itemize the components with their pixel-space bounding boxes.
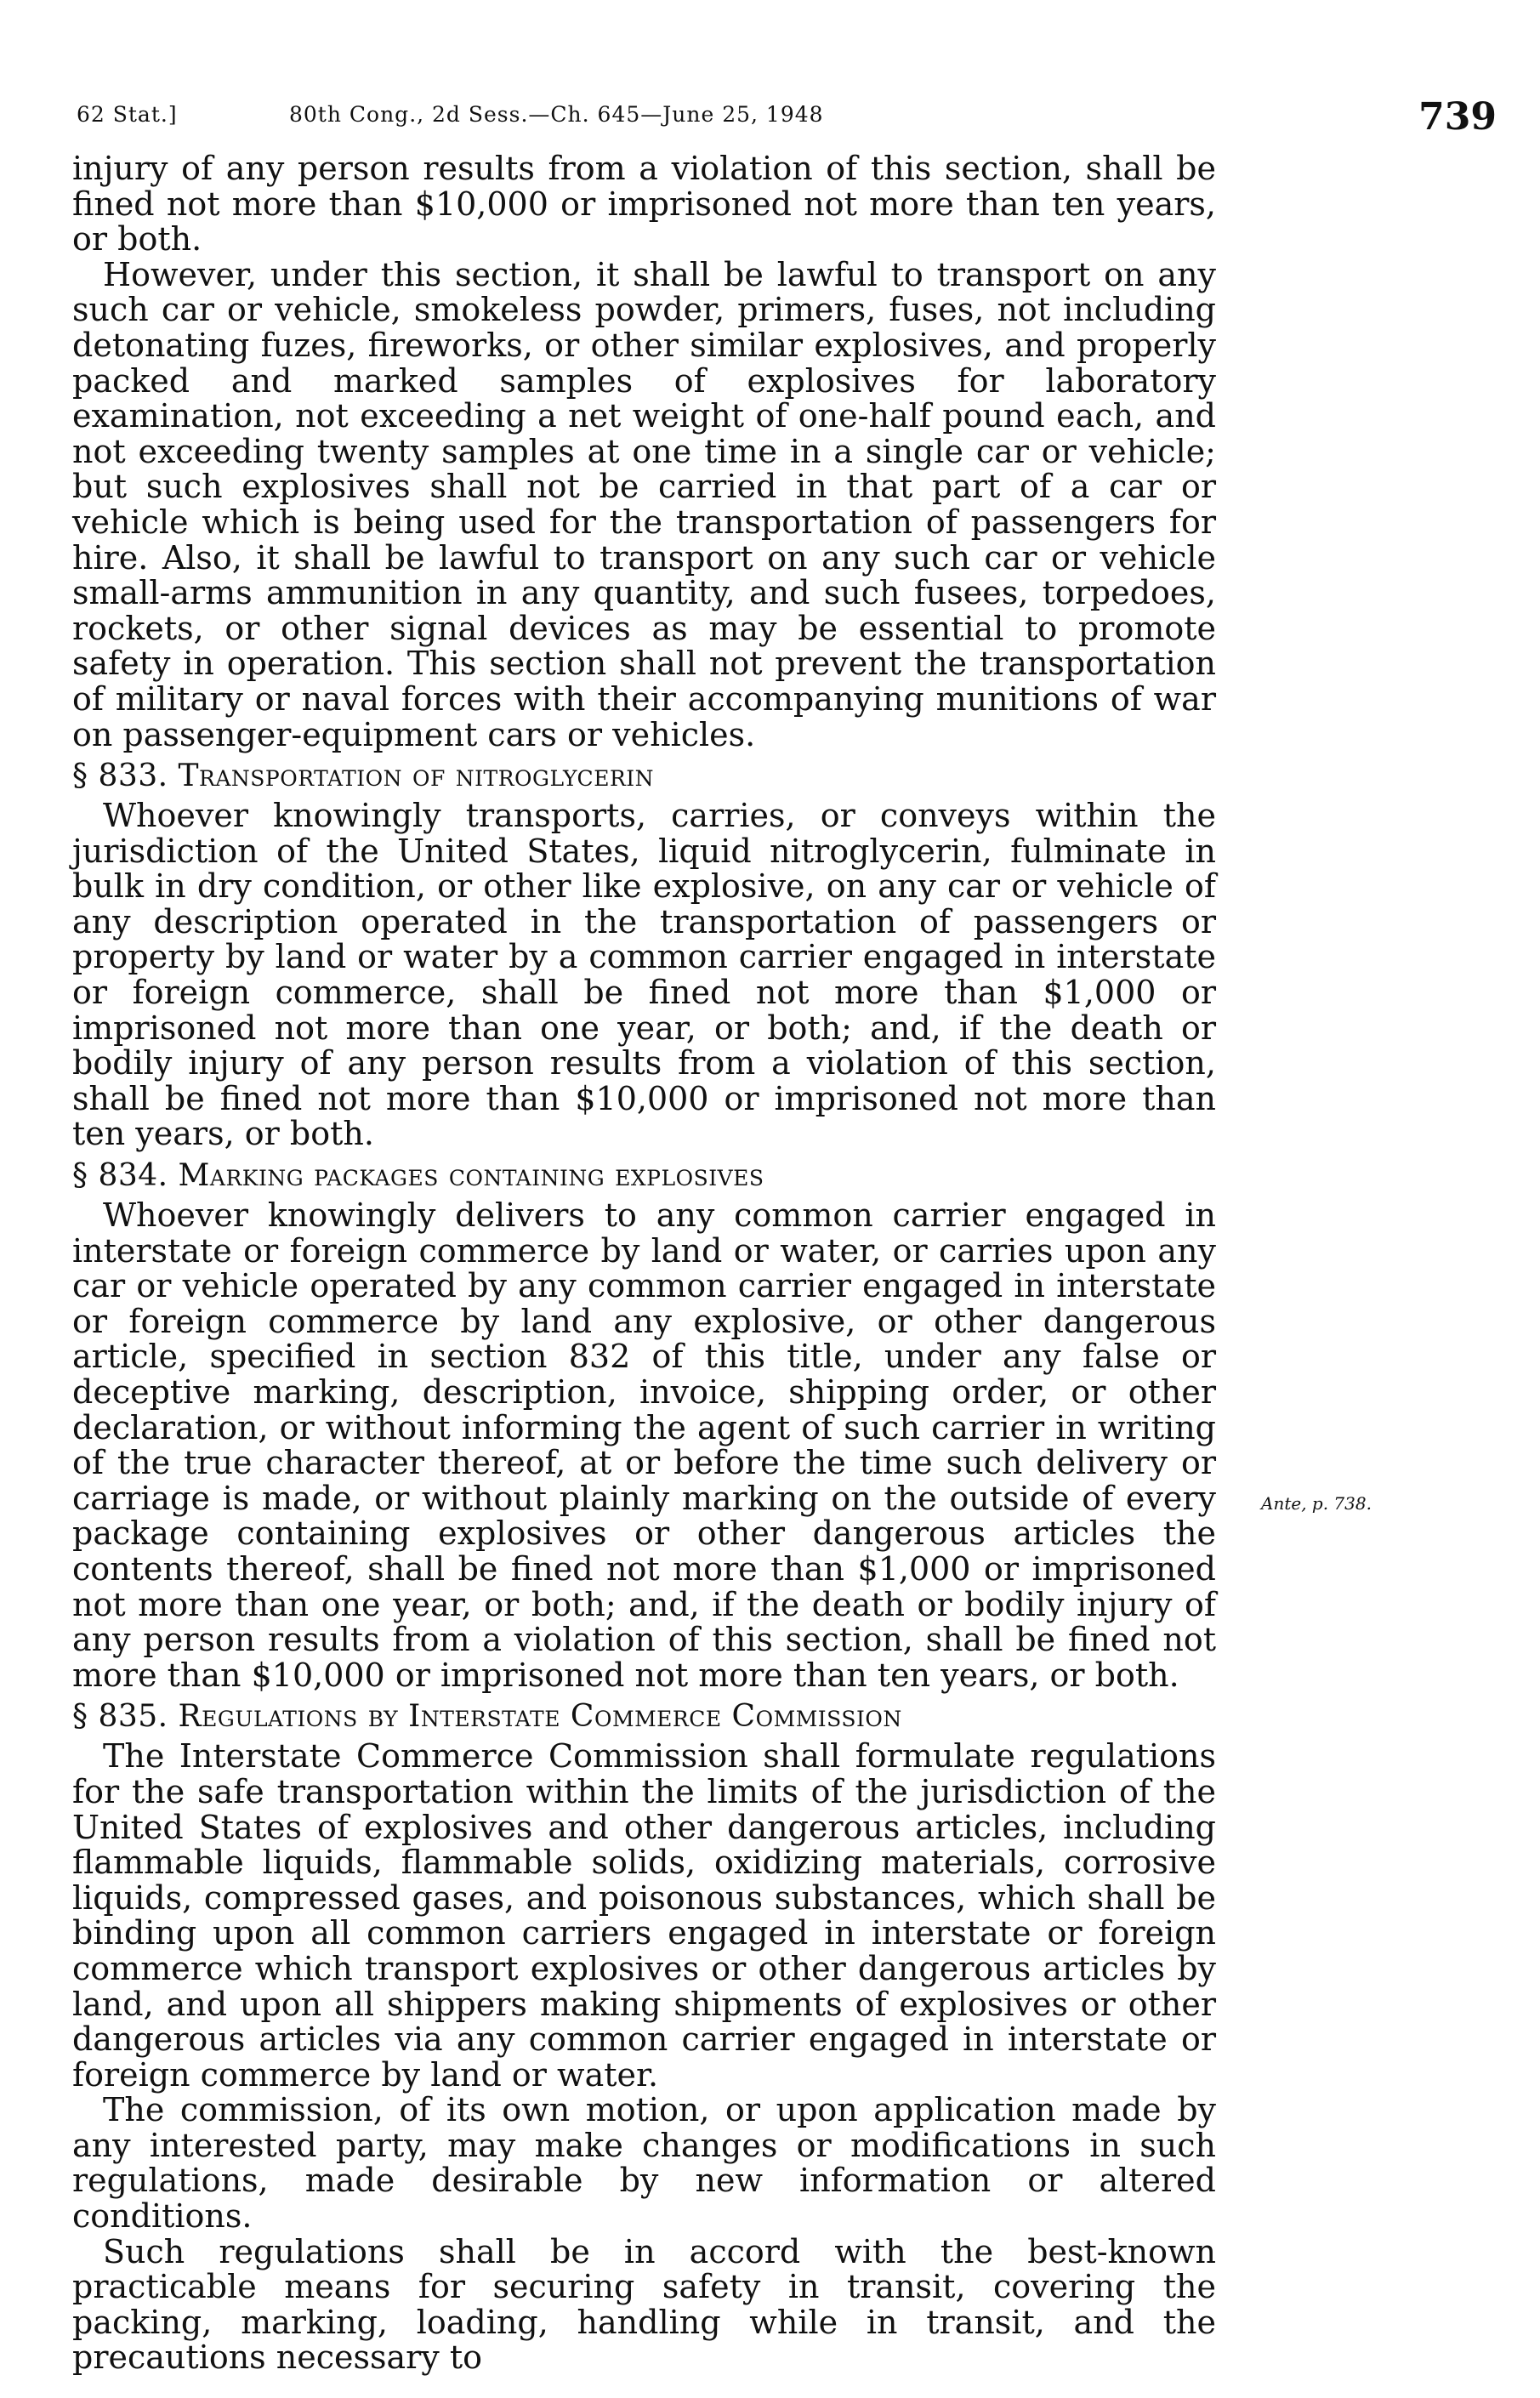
session-chapter-date: 80th Cong., 2d Sess.—Ch. 645—June 25, 1948: [289, 102, 824, 127]
section-833-text: Whoever knowingly transports, carries, or conveys within the jurisdiction of the United States, liquid nitroglycerin, fulminate in bulk in dry condition, or other like explosive, on any car or vehicle of any description operated in the transportation of passengers or property by land or water by a common carrier engaged in interstate or foreign commerce, shall be fined not more than $1,000 or imprisoned not more than one year, or both; and, if the death or bodily injury of any person results from a violation of this section, shall be fined not more than $10,000 or imprisoned not more than ten years, or both.: [72, 797, 1216, 1153]
page-number: 739: [1418, 95, 1497, 139]
section-835-text-3: Such regulations shall be in accord with the best-known practicable means for securing safety in transit, covering the packing, marking, loading, handling while in transit, and the precautions necessary to: [72, 2232, 1216, 2377]
section-835-text-1: The Interstate Commerce Commission shall formulate regulations for the safe transportation within the limits of the jurisdiction of the United States of explosives and other dangerous articles, including flammable liquids, flammable solids, oxidizing materials, corrosive liquids, compressed gases, and poisonous substances, which shall be binding upon all common carriers engaged in interstate or foreign commerce which transport explosives or other dangerous articles by land, and upon all shippers making shipments of explosives or other dangerous articles via any common carrier engaged in interstate or foreign commerce by land or water.: [72, 1737, 1216, 2094]
exception-paragraph: However, under this section, it shall be lawful to transport on any such car or vehicle, smokeless powder, primers, fuses, not including detonating fuzes, fireworks, or other similar explosives, and properly packed and marked samples of explosives for laboratory examination, not exceeding a net weight of one-half pound each, and not exceeding twenty samples at one time in a single car or vehicle; but such explosives shall not be carried in that part of a car or vehicle which is being used for the transportation of passengers for hire. Also, it shall be lawful to transport on any such car or vehicle small-arms ammunition in any quantity, and such fusees, torpedoes, rockets, or other signal devices as may be essential to promote safety in operation. This section shall not prevent the transportation of military or naval forces with their accompanying munitions of war on passenger-equipment cars or vehicles.: [72, 255, 1216, 753]
section-835-heading: § 835. Regulations by Interstate Commerce Commission: [72, 1699, 902, 1735]
body-text: [72, 151, 1216, 2376]
volume-citation: 62 Stat.]: [77, 102, 178, 127]
margin-note: Ante, p. 738.: [1261, 1493, 1372, 1514]
section-834-heading: § 834. Marking packages containing explosives: [72, 1158, 764, 1194]
section-833-heading: § 833. Transportation of nitroglycerin: [72, 759, 655, 794]
continuation-paragraph: injury of any person results from a violation of this section, shall be fined not more than $10,000 or imprisoned not more than ten years, or both.: [72, 150, 1216, 259]
section-835-text-2: The commission, of its own motion, or upon application made by any interested party, may make changes or modifications in such regulations, made desirable by new information or altered conditions.: [72, 2091, 1216, 2236]
page-header: [77, 95, 1497, 138]
section-834-text: Whoever knowingly delivers to any common carrier engaged in interstate or foreign commerce by land or water, or carries upon any car or vehicle operated by any common carrier engaged in interstate or foreign commerce by land any explosive, or other dangerous article, specified in section 832 of this title, under any false or deceptive marking, description, invoice, shipping order, or other declaration, or without informing the agent of such carrier in writing of the true character thereof, at or before the time such delivery or carriage is made, or without plainly marking on the outside of every package containing explosives or other dangerous articles the contents thereof, shall be fined not more than $1,000 or imprisoned not more than one year, or both; and, if the death or bodily injury of any person results from a violation of this section, shall be fined not more than $10,000 or imprisoned not more than ten years, or both.: [72, 1196, 1216, 1694]
